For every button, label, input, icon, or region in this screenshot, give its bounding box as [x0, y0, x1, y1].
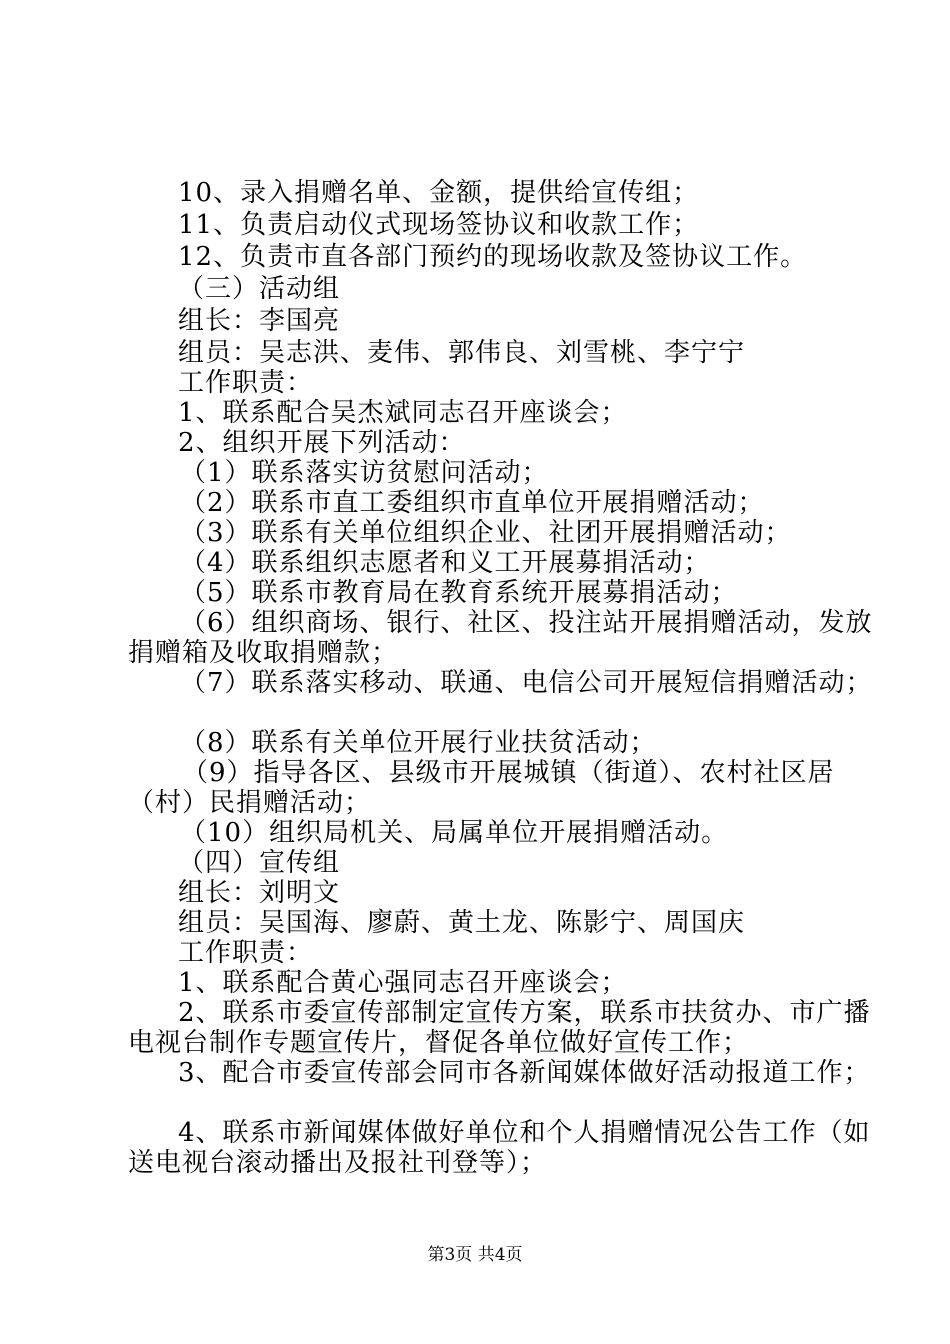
text-line: 电视台制作专题宣传片，督促各单位做好宣传工作； [128, 1028, 750, 1058]
text-line: （7）联系落实移动、联通、电信公司开展短信捐赠活动； [180, 668, 873, 698]
text-line: （5）联系市教育局在教育系统开展募捐活动； [180, 578, 738, 608]
text-line: （9）指导各区、县级市开展城镇（街道）、农村社区居 [182, 758, 835, 788]
text-line: 送电视台滚动播出及报社刊登等）； [128, 1148, 548, 1178]
text-line: 3、配合市委宣传部会同市各新闻媒体做好活动报道工作； [178, 1058, 871, 1088]
text-line: （6）组织商场、银行、社区、投注站开展捐赠活动，发放 [180, 608, 873, 638]
section-heading: （四）宣传组 [178, 848, 341, 878]
text-line: （8）联系有关单位开展行业扶贫活动； [180, 728, 657, 758]
text-line: 4、联系市新闻媒体做好单位和个人捐赠情况公告工作（如 [178, 1118, 871, 1148]
text-line: 1、联系配合吴杰斌同志召开座谈会； [178, 398, 628, 428]
text-line: （村）民捐赠活动； [128, 788, 372, 818]
section-heading: （三）活动组 [178, 274, 341, 304]
text-line: 捐赠箱及收取捐赠款； [128, 638, 399, 668]
text-line: （1）联系落实访贫慰问活动； [180, 458, 549, 488]
text-line: 2、联系市委宣传部制定宣传方案，联系市扶贫办、市广播 [178, 998, 871, 1028]
text-line: 组员：吴志洪、麦伟、郭伟良、刘雪桃、李宁宁 [178, 338, 746, 368]
text-line: 1、联系配合黄心强同志召开座谈会； [178, 968, 628, 998]
page-number: 第3页 共4页 [427, 1245, 523, 1265]
text-line: 组长：李国亮 [178, 306, 341, 336]
text-line: 11、负责启动仪式现场签协议和收款工作； [178, 210, 700, 240]
text-line: 10、录入捐赠名单、金额，提供给宣传组； [178, 178, 700, 208]
text-line: 12、负责市直各部门预约的现场收款及签协议工作。 [178, 242, 808, 272]
text-line: 组员：吴国海、廖蔚、黄土龙、陈影宁、周国庆 [178, 908, 746, 938]
text-line: 工作职责： [178, 368, 314, 398]
text-line: （10）组织局机关、局属单位开展捐赠活动。 [180, 818, 729, 848]
text-line: 2、组织开展下列活动： [178, 428, 466, 458]
text-line: （4）联系组织志愿者和义工开展募捐活动； [180, 548, 711, 578]
text-line: （3）联系有关单位组织企业、社团开展捐赠活动； [180, 518, 792, 548]
text-line: （2）联系市直工委组织市直单位开展捐赠活动； [180, 488, 765, 518]
text-line: 工作职责： [178, 938, 314, 968]
text-line: 组长：刘明文 [178, 878, 341, 908]
